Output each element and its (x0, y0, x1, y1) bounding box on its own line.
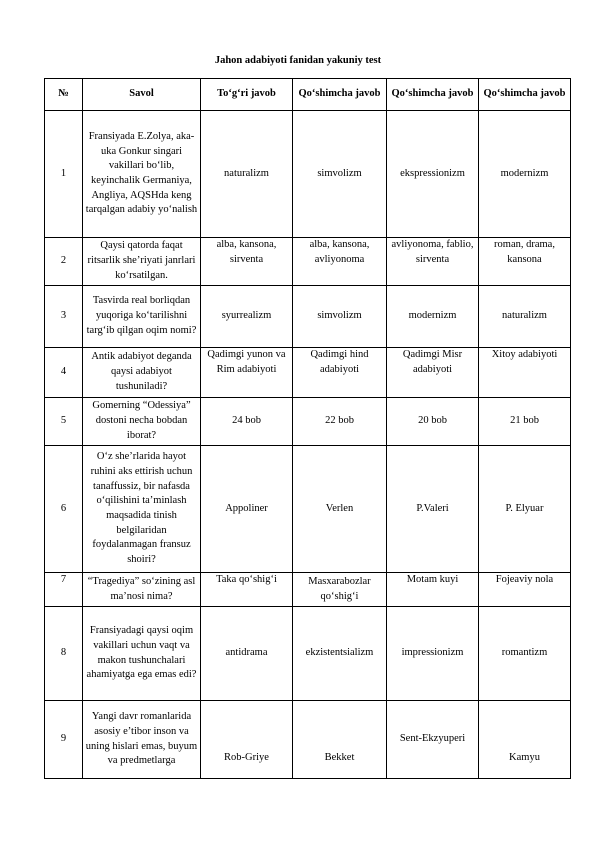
extra-answer-cell: P. Elyuar (479, 446, 571, 573)
extra-answer-cell: roman, drama, kansona (479, 238, 571, 286)
table-row (45, 446, 571, 573)
extra-answer-cell: P.Valeri (387, 446, 479, 573)
extra-answer-cell: impressionizm (387, 607, 479, 701)
correct-answer-cell: 24 bob (201, 398, 293, 446)
correct-answer-cell: Appoliner (201, 446, 293, 573)
row-number: 2 (45, 238, 83, 286)
extra-answer-cell: Kamyu (479, 701, 571, 779)
extra-answer-cell: naturalizm (479, 286, 571, 348)
question-cell: O‘z she’rlarida hayot ruhini aks ettirish uchun tanaffussiz, bir nafasda o‘qilishini ta’minlash maqsadida tinish belgilaridan foydalanmagan fransuz shoiri? (83, 446, 201, 573)
extra-answer-cell: Masxarabozlar qo‘shig‘i (293, 573, 387, 607)
extra-answer-cell: Qadimgi Misr adabiyoti (387, 348, 479, 398)
question-cell: Fransiyada E.Zolya, aka-uka Gonkur singari vakillari bo‘lib, keyinchalik Germaniya, Angliya, AQSHda keng tarqalgan adabiy yo‘nalish (83, 111, 201, 238)
extra-answer-cell: Xitoy adabiyoti (479, 348, 571, 398)
question-cell: Gomerning “Odessiya” dostoni necha bobdan iborat? (83, 398, 201, 446)
extra-answer-cell: Sent-Ekzyuperi (387, 701, 479, 779)
table-row (45, 286, 571, 348)
extra-answer-cell: Qadimgi hind adabiyoti (293, 348, 387, 398)
test-table (44, 78, 571, 779)
document-title: Jahon adabiyoti fanidan yakuniy test (214, 55, 382, 66)
correct-answer-cell: Rob-Griye (201, 701, 293, 779)
extra-answer-cell: 22 bob (293, 398, 387, 446)
row-number: 4 (45, 348, 83, 398)
correct-answer-cell: syurrealizm (201, 286, 293, 348)
table-row (45, 348, 571, 398)
extra-answer-cell: modernizm (387, 286, 479, 348)
question-cell: Fransiyadagi qaysi oqim vakillari uchun vaqt va makon tushunchalari ahamiyatga ega emas edi? (83, 607, 201, 701)
correct-answer-cell: alba, kansona, sirventa (201, 238, 293, 286)
table-row (45, 238, 571, 286)
question-cell: Yangi davr romanlarida asosiy e’tibor inson va uning hislari emas, buyum va predmetlarga (83, 701, 201, 779)
row-number: 6 (45, 446, 83, 573)
header-question: Savol (83, 79, 201, 111)
extra-answer-cell: alba, kansona, avliyonoma (293, 238, 387, 286)
extra-answer-cell: ekspressionizm (387, 111, 479, 238)
extra-answer-cell: Fojeaviy nola (479, 573, 571, 607)
header-extra-answer-1: Qo‘shimcha javob (293, 79, 387, 111)
row-number: 1 (45, 111, 83, 238)
row-number: 3 (45, 286, 83, 348)
extra-answer-cell: simvolizm (293, 286, 387, 348)
row-number: 9 (45, 701, 83, 779)
header-extra-answer-3: Qo‘shimcha javob (479, 79, 571, 111)
row-number: 7 (45, 573, 83, 607)
correct-answer-cell: Taka qo‘shig‘i (201, 573, 293, 607)
question-cell: Tasvirda real borliqdan yuqoriga ko‘tarilishni targ‘ib qilgan oqim nomi? (83, 286, 201, 348)
extra-answer-cell: modernizm (479, 111, 571, 238)
table-row (45, 398, 571, 446)
extra-answer-cell: 21 bob (479, 398, 571, 446)
extra-answer-cell: Verlen (293, 446, 387, 573)
table-row (45, 573, 571, 607)
table-row (45, 111, 571, 238)
extra-answer-cell: simvolizm (293, 111, 387, 238)
extra-answer-cell: Motam kuyi (387, 573, 479, 607)
extra-answer-cell: romantizm (479, 607, 571, 701)
correct-answer-cell: antidrama (201, 607, 293, 701)
row-number: 8 (45, 607, 83, 701)
question-cell: Qaysi qatorda faqat ritsarlik she’riyati janrlari ko‘rsatilgan. (83, 238, 201, 286)
extra-answer-cell: ekzistentsializm (293, 607, 387, 701)
extra-answer-cell: avliyonoma, fablio, sirventa (387, 238, 479, 286)
header-correct-answer: To‘g‘ri javob (201, 79, 293, 111)
extra-answer-cell: 20 bob (387, 398, 479, 446)
table-row (45, 607, 571, 701)
header-number: № (45, 79, 83, 111)
extra-answer-cell: Bekket (293, 701, 387, 779)
header-row (45, 79, 571, 111)
correct-answer-cell: naturalizm (201, 111, 293, 238)
correct-answer-cell: Qadimgi yunon va Rim adabiyoti (201, 348, 293, 398)
table-row (45, 701, 571, 779)
question-cell: “Tragediya” so‘zining asl ma’nosi nima? (83, 573, 201, 607)
row-number: 5 (45, 398, 83, 446)
question-cell: Antik adabiyot deganda qaysi adabiyot tushuniladi? (83, 348, 201, 398)
header-extra-answer-2: Qo‘shimcha javob (387, 79, 479, 111)
